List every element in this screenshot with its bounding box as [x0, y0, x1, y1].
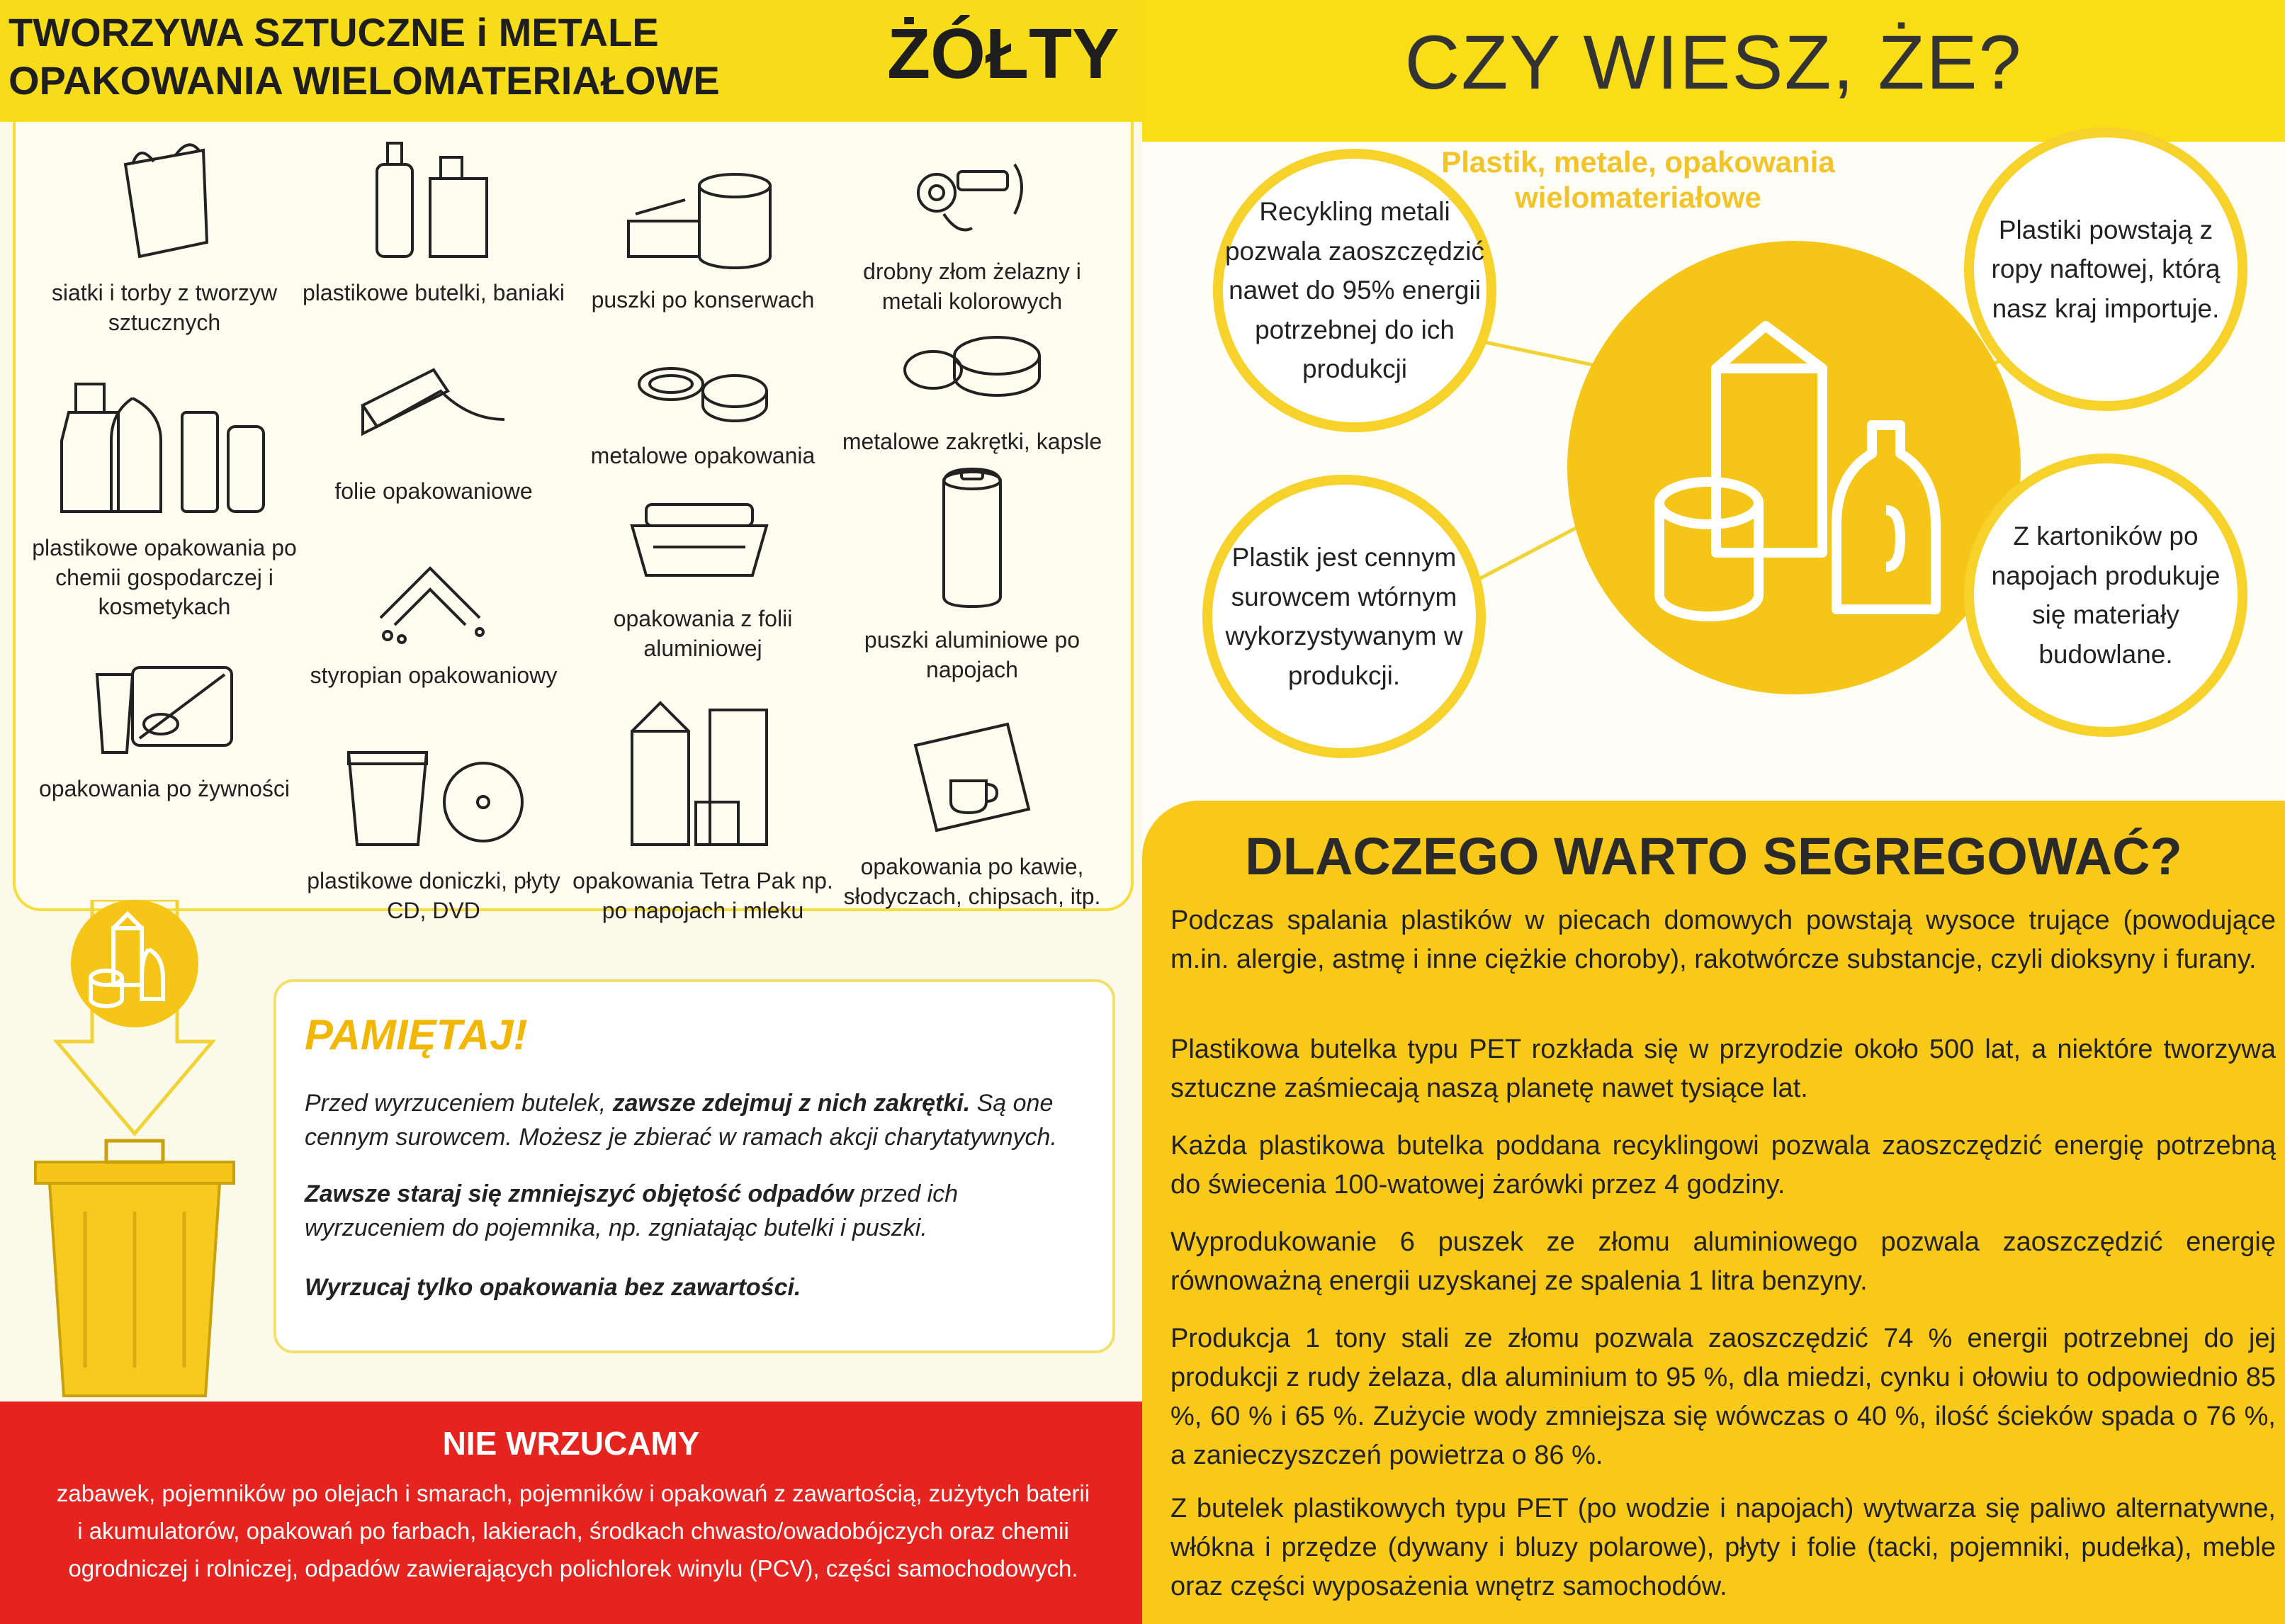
left-panel — [0, 0, 1142, 1624]
remember-paragraph-1 — [305, 1087, 1098, 1154]
fact-circle-1: Recykling metali pozwala zaoszczędzić nawet do 95% energii potrzebnej do ich produkcji — [1213, 149, 1496, 432]
item-scrap-metal — [830, 136, 1114, 316]
food-cans-icon — [621, 164, 784, 271]
fact-circle-3: Plastik jest cennym surowcem wtórnym wykorzystywanym w produkcji. — [1202, 475, 1486, 758]
remember-paragraph-3: Wyrzucaj tylko opakowania bez zawartości. — [305, 1274, 801, 1301]
why-paragraph-5: Produkcja 1 tony stali ze złomu pozwala zaoszczędzić 74 % energii potrzebnej do jej produkcji z rudy żelaza, dla aluminium to 95 %, dla miedzi, cynku i ołowiu to odpowiednio 85 %, 60 % i 65 %. Zużycie wody zmniejsza się wówczas o 40 %, ilość ścieków spada o 76 %, a zanieczyszczeń powietrza o 86 %. — [1170, 1324, 2276, 1471]
item-food-cans — [568, 164, 837, 315]
item-tetra-pak — [568, 696, 837, 925]
bottle-caps-icon — [891, 327, 1054, 412]
item-pot-and-cd — [299, 745, 568, 925]
remember-text: Przed wyrzuceniem butelek, — [305, 1090, 613, 1117]
wrapping-foil-icon — [349, 356, 519, 462]
item-bottle-caps — [830, 327, 1114, 457]
title-line-2: OPAKOWANIA WIELOMATERIAŁOWE — [9, 58, 720, 103]
remember-emphasis: Zawsze staraj się zmniejszyć objętość odpadów — [305, 1180, 854, 1207]
do-not-list — [10, 1475, 1136, 1587]
fact-circle-2: Plastiki powstają z ropy naftowej, którą nasz kraj importuje. — [1964, 128, 2247, 411]
plastic-bottles-icon — [363, 136, 504, 264]
item-caption: metalowe opakowania — [590, 443, 816, 468]
styrofoam-icon — [366, 540, 501, 646]
item-caption: plastikowe doniczki, płyty CD, DVD — [307, 868, 560, 923]
item-caption: opakowania po kawie, słodyczach, chipsach, itp. — [843, 854, 1101, 909]
food-packaging-icon — [83, 639, 246, 760]
chemical-containers-icon — [47, 370, 281, 519]
item-snack-bag — [830, 717, 1114, 911]
remember-text: Są one cennym surowcem. Możesz je zbierać w ramach akcji charytatywnych. — [305, 1090, 1057, 1151]
hub-circle — [1567, 241, 2021, 694]
item-caption: metalowe zakrętki, kapsle — [842, 429, 1102, 454]
item-plastic-bags — [23, 136, 306, 337]
why-paragraph-2: Plastikowa butelka typu PET rozkłada się w przyrodzie około 500 lat, a niektóre tworzywa sztuczne zaśmiecają naszą planetę nawet tysiące lat. — [1170, 1034, 2276, 1104]
remember-title: PAMIĘTAJ! — [305, 1011, 528, 1059]
fact-circle-4: Z kartoników po napojach produkuje się materiały budowlane. — [1964, 453, 2247, 737]
metal-tin-icon — [628, 349, 777, 427]
drink-can-icon — [930, 462, 1015, 611]
tetra-pak-icon — [611, 696, 795, 852]
item-chemical-containers — [23, 370, 306, 622]
why-paragraph-1: Podczas spalania plastików w piecach domowych powstają wysoce trujące (powodujące m.in. alergie, astmę i inne ciężkie choroby), rakotwórcze substancje, czyli dioksyny i furany. — [1170, 906, 2276, 975]
remember-text: przed ich wyrzuceniem do pojemnika, np. zgniatając butelki i puszki. — [305, 1180, 959, 1241]
yellow-bin-icon — [21, 1127, 248, 1414]
remember-paragraph-2 — [305, 1178, 1098, 1245]
item-plastic-bottles — [299, 136, 568, 308]
arrow-icon — [50, 900, 220, 1144]
item-caption: opakowania z folii aluminiowej — [613, 606, 793, 661]
do-not-line: i akumulatorów, opakowań po farbach, lakierach, środkach chwasto/owadobójczych oraz chemii — [77, 1517, 1069, 1544]
pot-and-cd-icon — [342, 745, 526, 852]
item-caption: folie opakowaniowe — [334, 478, 533, 504]
item-styrofoam — [299, 540, 568, 691]
do-not-line: ogrodniczej i rolniczej, odpadów zawierających polichlorek winylu (PCV), części samochodowych. — [68, 1555, 1078, 1581]
hub-label: Plastik, metale, opakowania wielomateriałowe — [1441, 145, 1835, 215]
item-wrapping-foil — [299, 356, 568, 507]
right-panel — [1142, 0, 2285, 1624]
item-caption: opakowania po żywności — [39, 776, 290, 801]
item-caption: plastikowe opakowania po chemii gospodarczej i kosmetykach — [32, 535, 297, 620]
bin-color-label: ŻÓŁTY — [887, 14, 1119, 94]
item-aluminium-tray — [568, 490, 837, 663]
did-you-know-heading: CZY WIESZ, ŻE? — [1404, 19, 2023, 105]
items-grid — [13, 122, 1134, 923]
why-paragraph-4: Wyprodukowanie 6 puszek ze złomu aluminiowego pozwala zaoszczędzić energię równoważną energii uzyskanej ze spalenia 1 litra benzyny. — [1170, 1227, 2276, 1297]
packaging-icon — [1567, 241, 2021, 694]
item-caption: styropian opakowaniowy — [310, 662, 558, 688]
item-caption: drobny złom żelazny i metali kolorowych — [863, 259, 1081, 314]
item-food-packaging — [23, 639, 306, 804]
item-caption: plastikowe butelki, baniaki — [303, 280, 565, 305]
snack-bag-icon — [901, 717, 1043, 838]
item-caption: puszki po konserwach — [591, 287, 815, 312]
item-metal-tin — [568, 349, 837, 471]
title-line-1: TWORZYWA SZTUCZNE i METALE — [9, 10, 659, 55]
do-not-title: NIE WRZUCAMY — [442, 1425, 700, 1462]
why-paragraph-3: Każda plastikowa butelka poddana recyklingowi pozwala zaoszczędzić energię potrzebną do świecenia 100-watowej żarówki przez 4 godziny. — [1170, 1131, 2276, 1200]
do-not-line: zabawek, pojemników po olejach i smarach, pojemników i opakowań z zawartością, zużytych baterii — [56, 1480, 1090, 1506]
item-drink-can — [830, 462, 1114, 684]
item-caption: opakowania Tetra Pak np. po napojach i mleku — [572, 868, 833, 923]
aluminium-tray-icon — [625, 490, 781, 590]
plastic-bag-icon — [111, 136, 218, 264]
remember-box — [273, 979, 1115, 1353]
item-caption: siatki i torby z tworzyw sztucznych — [51, 280, 278, 335]
item-caption: puszki aluminiowe po napojach — [864, 627, 1081, 682]
why-title: DLACZEGO WARTO SEGREGOWAĆ? — [1245, 827, 2182, 886]
remember-emphasis: zawsze zdejmuj z nich zakrętki. — [612, 1090, 971, 1117]
why-paragraph-6: Z butelek plastikowych typu PET (po wodzie i napojach) wytwarza się paliwo alternatywne, włókna i przędze (dywany i bluzy polarowe), płyty i folie (tacki, pojemniki, pudełka), meble oraz części wyposażenia wnętrz samochodów. — [1170, 1494, 2276, 1602]
scrap-metal-icon — [901, 136, 1043, 242]
